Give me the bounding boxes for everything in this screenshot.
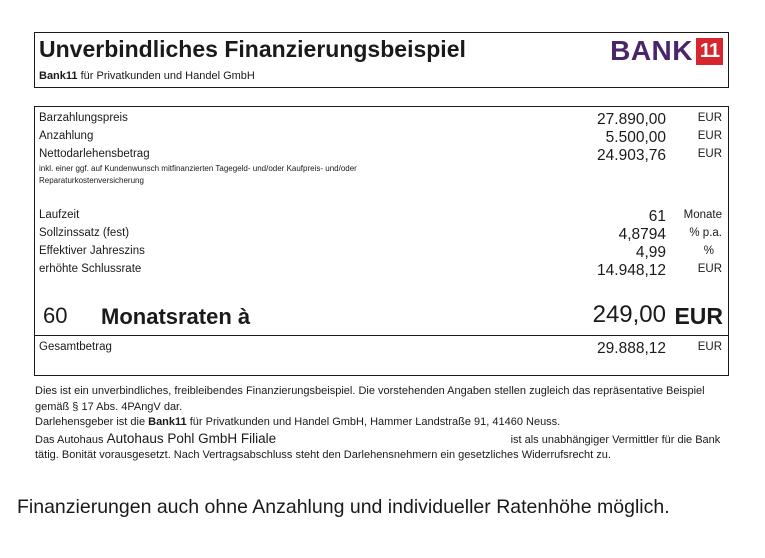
insurance-note: inkl. einer ggf. auf Kundenwunsch mitfinanzierten Tagegeld- und/oder Kaufpreis- und/oder Reparaturkostenversicherung: [39, 164, 357, 185]
disclaimer-p1: Dies ist ein unverbindliches, freibleibendes Finanzierungsbeispiel. Die vorstehenden Angaben stellen zugleich das repräsentative Beispiel gemäß § 17 Abs. 4PAngV dar.: [35, 385, 705, 413]
row-value: 24.903,76: [597, 147, 666, 164]
row-label: Barzahlungspreis: [39, 112, 128, 124]
disclaimer-p2-pre: Darlehensgeber ist die: [35, 416, 149, 428]
row-borrowing-rate: [35, 227, 728, 245]
row-label: Nettodarlehensbetrag: [39, 148, 150, 160]
row-unit: EUR: [697, 148, 722, 160]
row-value: 61: [648, 208, 666, 225]
header-box: [34, 32, 729, 88]
financing-table: [34, 106, 729, 376]
row-term: [35, 209, 728, 227]
row-down-payment: [35, 130, 728, 148]
logo-badge: 11: [696, 38, 723, 65]
table-divider: [35, 335, 728, 336]
row-final-rate: [35, 263, 728, 281]
disclaimer-p2-post: für Privatkunden und Handel GmbH, Hammer Landstraße 91, 41460 Neuss.: [186, 416, 561, 428]
row-value: 27.890,00: [597, 111, 666, 128]
row-effective-rate: [35, 245, 728, 263]
installment-unit: EUR: [674, 303, 723, 329]
row-value: 4,8794: [618, 226, 666, 243]
logo-word: BANK: [610, 35, 693, 66]
row-unit: Monate: [683, 209, 722, 221]
page-title: Unverbindliches Finanzierungsbeispiel: [39, 36, 466, 62]
row-value: 29.888,12: [597, 340, 666, 357]
footer-note: Finanzierungen auch ohne Anzahlung und individueller Ratenhöhe möglich.: [17, 496, 670, 518]
row-label: Anzahlung: [39, 130, 94, 142]
installment-value: 249,00: [592, 301, 666, 328]
row-unit: %: [703, 245, 714, 257]
legal-disclaimer: [35, 384, 735, 464]
installment-label: Monatsraten à: [101, 304, 251, 329]
row-value: 5.500,00: [605, 129, 666, 146]
row-unit: EUR: [697, 341, 722, 353]
row-value: 14.948,12: [597, 262, 666, 279]
row-label: Sollzinssatz (fest): [39, 227, 130, 239]
disclaimer-p2-bank: Bank11: [148, 416, 187, 428]
row-unit: % p.a.: [689, 227, 722, 239]
row-cash-price: [35, 112, 728, 130]
row-unit: EUR: [697, 263, 722, 275]
disclaimer-p3-pre: Das Autohaus: [35, 433, 107, 446]
row-label: Gesamtbetrag: [39, 341, 112, 353]
lender-name-rest: für Privatkunden und Handel GmbH: [77, 70, 255, 82]
disclaimer-p3-post: ist als unabhängiger Vermittler für die Bank tätig. Bonität vorausgesetzt. Nach Vertragsabschluss steht den Darlehensnehmern ein gesetzliches Widerrufsrecht zu.: [35, 433, 721, 461]
row-total: [35, 341, 728, 359]
row-label: Laufzeit: [39, 209, 80, 221]
disclaimer-p2: [35, 415, 735, 431]
bank11-logo: [610, 36, 723, 66]
lender-subtitle: [39, 70, 255, 82]
dealer-name: Autohaus Pohl GmbH Filiale: [106, 430, 277, 446]
row-label: erhöhte Schlussrate: [39, 263, 142, 275]
disclaimer-p3: [35, 431, 735, 464]
row-unit: EUR: [697, 112, 722, 124]
lender-name: Bank11: [39, 70, 78, 82]
row-unit: EUR: [697, 130, 722, 142]
row-value: 4,99: [635, 244, 666, 261]
row-label: Effektiver Jahreszins: [39, 245, 145, 257]
installment-count: 60: [43, 303, 68, 328]
